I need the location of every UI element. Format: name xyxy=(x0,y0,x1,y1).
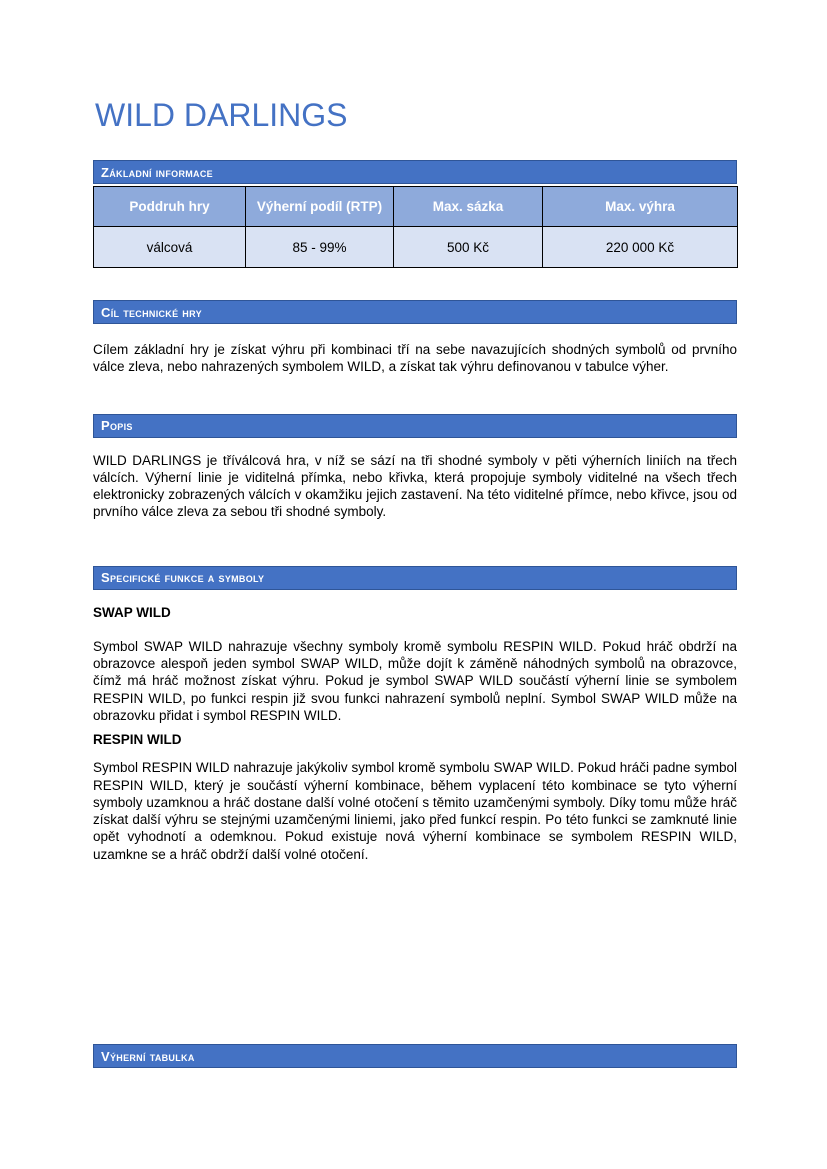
section-header-basic-info xyxy=(93,160,737,184)
cell-max-sazka: 500 Kč xyxy=(394,227,543,268)
section-header-description xyxy=(93,414,737,438)
respin-wild-heading: RESPIN WILD xyxy=(93,732,182,748)
section-header-label: Cíl technické hry xyxy=(101,304,202,320)
cell-rtp: 85 - 99% xyxy=(246,227,394,268)
section-header-label: Základní informace xyxy=(101,164,213,180)
page-title: WILD DARLINGS xyxy=(95,97,348,133)
cell-max-vyhra: 220 000 Kč xyxy=(543,227,738,268)
section-goal xyxy=(93,300,737,376)
basic-info-table xyxy=(93,186,738,268)
cell-poddruh-hry: válcová xyxy=(94,227,246,268)
document-content xyxy=(93,95,737,1068)
section-header-paytable xyxy=(93,1044,737,1068)
section-header-features xyxy=(93,566,737,590)
description-paragraph: WILD DARLINGS je tříválcová hra, v níž se sází na tři shodné symboly v pěti výherních liniích na třech válcích. Výherní linie je viditelná přímka, nebo křivka, která propojuje symboly viditelné na všech třech elektronicky zobrazených válcích v okamžiku jejich zastavení. Na této viditelné přímce, nebo křivce, jsou od prvního válce zleva za sebou tři shodné symboly. xyxy=(93,452,737,520)
respin-wild-paragraph: Symbol RESPIN WILD nahrazuje jakýkoliv symbol kromě symbolu SWAP WILD. Pokud hráči padne symbol RESPIN WILD, který je součástí výherní kombinace, během vyplacení této kombinace se tyto výherní symboly uzamknou a hráč dostane další volné otočení s těmito uzamčenými symboly. Díky tomu může hráč získat další výhru se stejnými uzamčenými liniemi, jako před funkcí respin. Po této funkci se zamknuté linie opět vyhodnotí a odemknou. Pokud existuje nová výherní kombinace se symbolem RESPIN WILD, uzamkne se a hráč obdrží další volné otočení. xyxy=(93,760,737,862)
table-row xyxy=(94,227,738,268)
section-header-label: Výherní tabulka xyxy=(101,1048,195,1064)
swap-wild-heading: SWAP WILD xyxy=(93,604,171,620)
column-header-max-vyhra: Max. výhra xyxy=(543,187,738,227)
section-description xyxy=(93,414,737,521)
section-features xyxy=(93,566,737,863)
section-header-label: Popis xyxy=(101,418,133,434)
goal-paragraph: Cílem základní hry je získat výhru při kombinaci tří na sebe navazujících shodných symbolů od prvního válce zleva, nebo nahrazených symbolem WILD, a získat tak výhru definovanou v tabulce výher. xyxy=(93,342,737,375)
column-header-rtp: Výherní podíl (RTP) xyxy=(246,187,394,227)
section-header-label: Specifické funkce a symboly xyxy=(101,570,265,586)
section-basic-info xyxy=(93,160,737,268)
column-header-poddruh-hry: Poddruh hry xyxy=(94,187,246,227)
table-header-row xyxy=(94,187,738,227)
section-header-goal xyxy=(93,300,737,324)
column-header-max-sazka: Max. sázka xyxy=(394,187,543,227)
swap-wild-paragraph: Symbol SWAP WILD nahrazuje všechny symboly kromě symbolu RESPIN WILD. Pokud hráč obdrží na obrazovce alespoň jeden symbol SWAP WILD, může dojít k záměně náhodných symbolů na obrazovce, čímž má hráč možnost získat výhru. Pokud je symbol SWAP WILD součástí výherní linie se symbolem RESPIN WILD, po funkci respin již svou funkci nahrazení symbolů neplní. Symbol SWAP WILD může na obrazovku přidat i symbol RESPIN WILD. xyxy=(93,638,737,723)
section-paytable xyxy=(93,1044,737,1068)
